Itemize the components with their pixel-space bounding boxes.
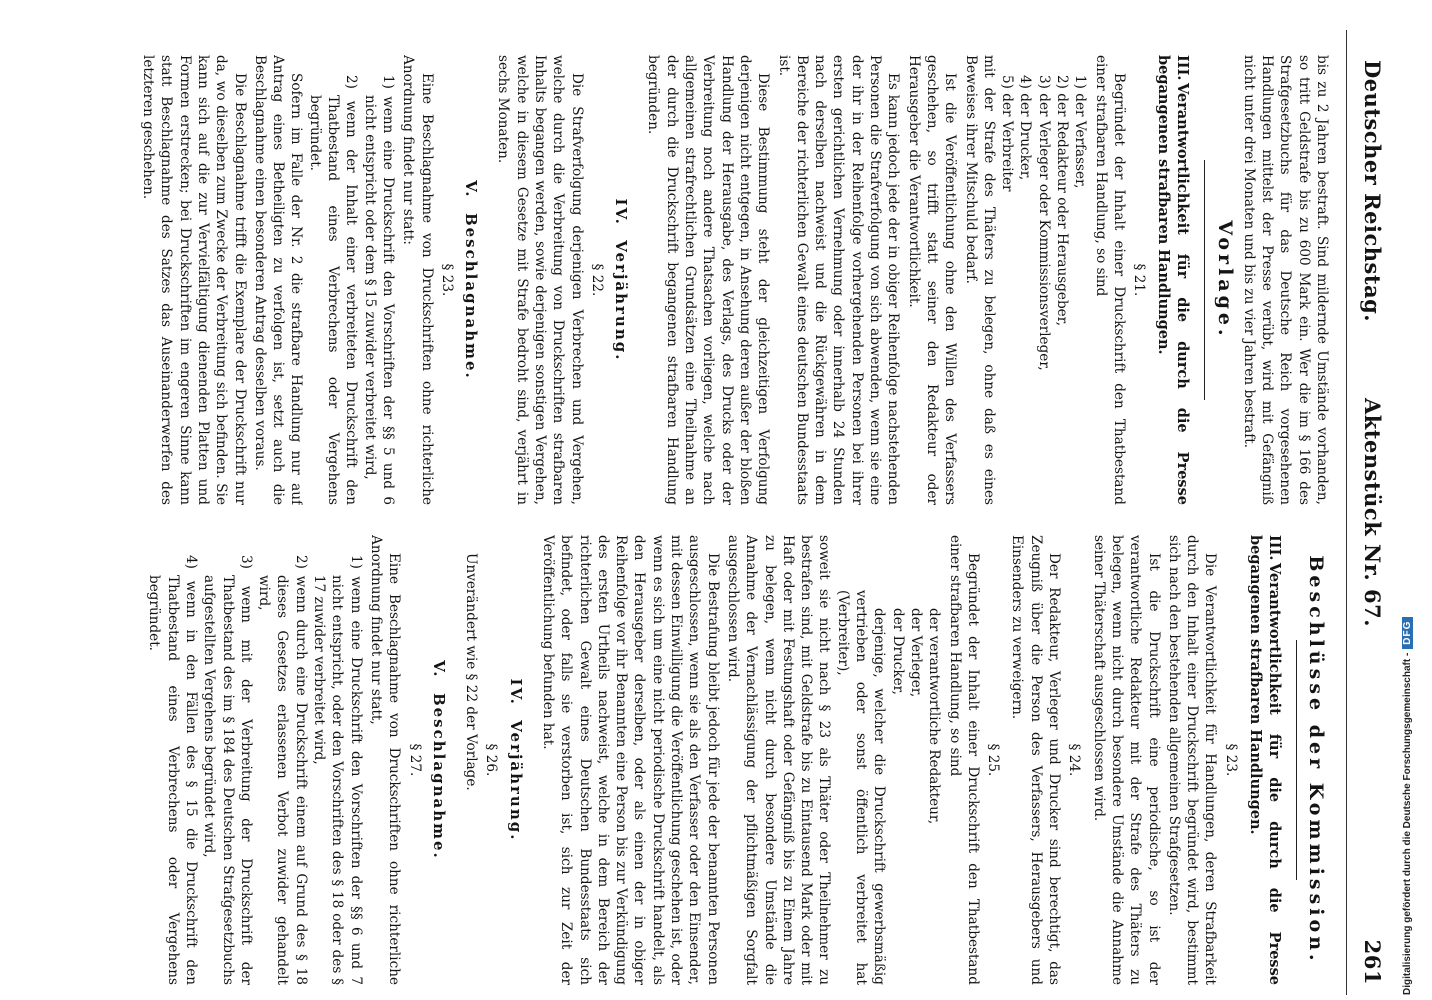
list-item: der Drucker, — [889, 608, 906, 695]
paragraph-text: mit der Strafe des Thäters zu belegen, ohne daß es eines Beweises ihrer Mitschuld bedarf. — [962, 55, 997, 505]
paragraph-sign: § 27. — [406, 743, 423, 777]
list-item: der verantwortliche Redakteur, — [926, 608, 943, 825]
footer-text: Digitalisierung gefördert durch die Deutsche Forschungsgemeinschaft - — [1402, 652, 1413, 995]
paragraph-text: Eine Beschlagnahme von Druckschriften ohne richterliche Anordnung findet nur statt: — [400, 55, 435, 505]
list-item: 2) wenn durch eine Druckschrift einem auf Grund des § 18 dieses Gesetzes erlassenen Verbot zuwider gehandelt wird, — [256, 555, 309, 985]
paragraph-text: soweit sie nicht nach § 23 als Thäter oder Theilnehmer zu bestrafen sind, mit Geldstrafe bis zu Eintausend Mark oder mit Haft oder mit Festungshaft oder Gefängniß bis zu Einem Jahre zu belegen, wenn nicht durch besondere Umstände die Annahme der Vernachlässigung der pflichtmäßigen Sorgfalt ausgeschlossen wird. — [724, 535, 833, 985]
paragraph-text: Ist die Druckschrift eine periodische, so ist der verantwortliche Redakteur mit der Strafe des Thäters zu belegen, wenn nicht durch besondere Umstände die Annahme seiner Thäterschaft ausgeschlossen wird. — [1090, 535, 1162, 985]
right-section-3-heading — [1246, 535, 1284, 985]
paragraph-text: Ist die Veröffentlichung ohne den Willen des Verfassers geschehen, so trifft statt seiner den Redakteur oder Herausgeber die Verantwortlichkeit. — [905, 55, 959, 505]
section-title: Beschlagnahme. — [429, 692, 448, 860]
heading-rule — [1204, 160, 1205, 400]
digitization-footer — [1402, 617, 1413, 995]
section-title: Verantwortlichkeit für die durch die Presse begangenen strafbaren Handlungen. — [1246, 535, 1283, 985]
list-item: 4) wenn in den Fällen des § 15 die Druckschrift den Thatbestand eines Verbrechens oder Vergehens begründet. — [146, 555, 199, 985]
section-number: III. — [1265, 535, 1283, 561]
left-column-heading: Vorlage. — [1213, 220, 1236, 340]
paragraph-text: Unverändert wie § 22 der Vorlage. — [463, 553, 480, 791]
right-section-4-heading — [506, 535, 524, 985]
list-item: derjenige, welcher die Druckschrift gewerbsmäßig vertrieben oder sonst öffentlich verbreitet hat (Verbreiter), — [834, 590, 888, 985]
dfg-logo: DFG — [1402, 617, 1413, 649]
left-section-5-heading — [462, 55, 480, 505]
right-column — [31, 535, 1331, 985]
paragraph-text: Eine Beschlagnahme von Druckschriften ohne richterliche Anordnung findet nur statt, — [367, 535, 403, 985]
paragraph-text: Die Bestrafung bleibt jedoch für jede der benannten Personen ausgeschlossen, wenn sie als den Verfasser oder den Einsender, mit dessen Einwilligung die Veröffentlichung geschehen ist, oder wenn es sich um eine nicht periodische Druckschrift handelt, als den Herausgeber derselben, oder als einen der in obiger Reihenfolge vor ihr Benannten eine Person bis zur Verkündigung des ersten Urtheils nachweist, welche in dem Bereich der richterlichen Gewalt eines Deutschen Bundesstaats sich befindet, oder falls sie verstorben ist, sich zur Zeit der Veröffentlichung befunden hat. — [540, 535, 721, 985]
page-number: 261 — [1360, 939, 1385, 985]
rotated-page — [20, 30, 1395, 995]
list-item: 1) wenn eine Druckschrift den Vorschriften der §§ 6 und 7 nicht entspricht, oder den Vorschriften des § 18 oder des § 17 zuwider verbreitet wird, — [311, 555, 364, 985]
header-center: Aktenstück Nr. 67. — [1360, 397, 1385, 628]
section-number: V. — [462, 180, 481, 199]
paragraph-sign: § 23. — [438, 263, 455, 297]
left-intro-paragraph: bis zu 2 Jahren bestraft. Sind mildernde Umstände vorhanden, so tritt Geldstrafe bis zu 600 Mark ein. Wer die im § 166 des Strafgesetzbuchs für das Deutsche Reich vorgesehenen Handlungen mittelst der Presse verübt, wird mit Gefängniß nicht unter drei Monaten und bis zu vier Jahren bestraft. — [1240, 55, 1330, 505]
section-number: V. — [429, 660, 448, 679]
running-header — [1346, 30, 1395, 995]
paragraph-text: Begründet der Inhalt einer Druckschrift den Thatbestand einer strafbaren Handlung, so sind — [946, 535, 981, 985]
paragraph-sign: § 23. — [1222, 743, 1239, 777]
left-section-4-heading — [612, 55, 630, 505]
list-item: 3) der Verleger oder Kommissionsverleger, — [1035, 75, 1052, 371]
section-title: Verjährung. — [506, 720, 525, 842]
paragraph-sign: § 22. — [588, 263, 605, 297]
right-section-5-heading — [430, 535, 448, 985]
paragraph-text: Sofern im Falle der Nr. 2 die strafbare Handlung nur auf Antrag eines Betheiligten zu verfolgen ist, setzt auch die Beschlagnahme einen besonderen Antrag desselben voraus. — [251, 55, 305, 505]
paragraph-sign: § 26. — [483, 743, 500, 777]
paragraph-text: Der Redakteur, Verleger und Drucker sind berechtigt, das Zeugniß über die Person des Verfassers, Herausgebers und Einsenders zu verweigern. — [1009, 535, 1063, 985]
paragraph-text: Die Strafverfolgung derjenigen Verbrechen und Vergehen, welche durch die Verbreitung von Druckschriften strafbaren Inhalts begangen werden, sowie derjenigen sonstigen Vergehen, welche in diesem Gesetze mit Strafe bedroht sind, verjährt in sechs Monaten. — [495, 55, 585, 505]
left-column — [31, 55, 1331, 505]
list-item: 5) der Verbreiter — [999, 75, 1016, 192]
section-number: IV. — [612, 198, 631, 226]
paragraph-text: Die Beschlagnahme trifft die Exemplare der Druckschrift nur da, wo dieselben zum Zwecke der Verbreitung sich befinden. Sie kann sich auf die zur Vervielfältigung dienenden Platten und Formen erstrecken; bei Druckschriften im engeren Sinne kann statt Beschlagnahme des Satzes das Auseinanderwerfen des letzteren geschehen. — [140, 55, 248, 505]
section-title: Beschlagnahme. — [462, 212, 481, 380]
heading-rule — [1296, 640, 1297, 880]
paragraph-sign: § 25. — [985, 743, 1002, 777]
paragraph-text: Es kann jedoch jede der in obiger Reihenfolge nachstehenden Personen die Strafverfolgung von sich abwenden, wenn sie eine der ihr in der Reihenfolge vorhergehenden Personen bei ihrer ersten gerichtlichen Vernehmung oder innerhalb 24 Stunden nach derselben nachweist und die Rückgewähren in dem Bereiche der richterlichen Gewalt eines deutschen Bundesstaats ist. — [775, 55, 902, 505]
section-number: IV. — [506, 678, 525, 706]
list-item: der Verleger, — [907, 608, 924, 698]
list-item: 1) wenn eine Druckschrift den Vorschriften der §§ 5 und 6 nicht entspricht oder dem § 15 zuwider verbreitet wird, — [361, 75, 396, 505]
paragraph-text: Die Verantwortlichkeit für Handlungen, deren Strafbarkeit durch den Inhalt einer Druckschrift begründet wird, bestimmt sich nach den bestehenden allgemeinen Strafgesetzen. — [1165, 535, 1219, 985]
list-item: 1) der Verfasser, — [1072, 75, 1089, 189]
list-item: 2) der Redakteur oder Herausgeber, — [1054, 75, 1071, 327]
paragraph-sign: § 21. — [1131, 263, 1148, 297]
paragraph-text: Begründet der Inhalt einer Druckschrift den Thatbestand einer strafbaren Handlung, so sind — [1092, 55, 1127, 505]
header-left: Deutscher Reichstag. — [1360, 60, 1385, 323]
list-item: 2) wenn der Inhalt einer verbreiteten Druckschrift den Thatbestand eines Verbrechens oder Vergehens begründet. — [306, 75, 360, 505]
section-title: Verantwortlichkeit für die durch die Presse begangenen strafbaren Handlungen. — [1155, 55, 1192, 505]
list-item: 4) der Drucker, — [1017, 75, 1034, 181]
section-number: III. — [1174, 55, 1192, 81]
left-section-3-heading — [1154, 55, 1192, 505]
right-column-heading: Beschlüsse der Kommission. — [1305, 555, 1327, 965]
paragraph-text: Diese Bestimmung steht der gleichzeitigen Verfolgung derjenigen nicht entgegen, in Ansehung deren außer der bloßen Handlung der Herausgabe, des Verlags, des Drucks oder der Verbreitung noch andere Thatsachen vorliegen, welche nach allgemeinen strafrechtlichen Grundsätzen eine Theilnahme an der durch die Druckschrift begangenen strafbaren Handlung begründen. — [645, 55, 772, 505]
section-title: Verjährung. — [612, 240, 631, 362]
list-item: 3) wenn mit der Verbreitung der Druckschrift der Thatbestand des im § 184 des Deutschen Strafgesetzbuchs aufgestellten Vergehens begründet wird, — [201, 555, 254, 985]
paragraph-sign: § 24. — [1066, 743, 1083, 777]
